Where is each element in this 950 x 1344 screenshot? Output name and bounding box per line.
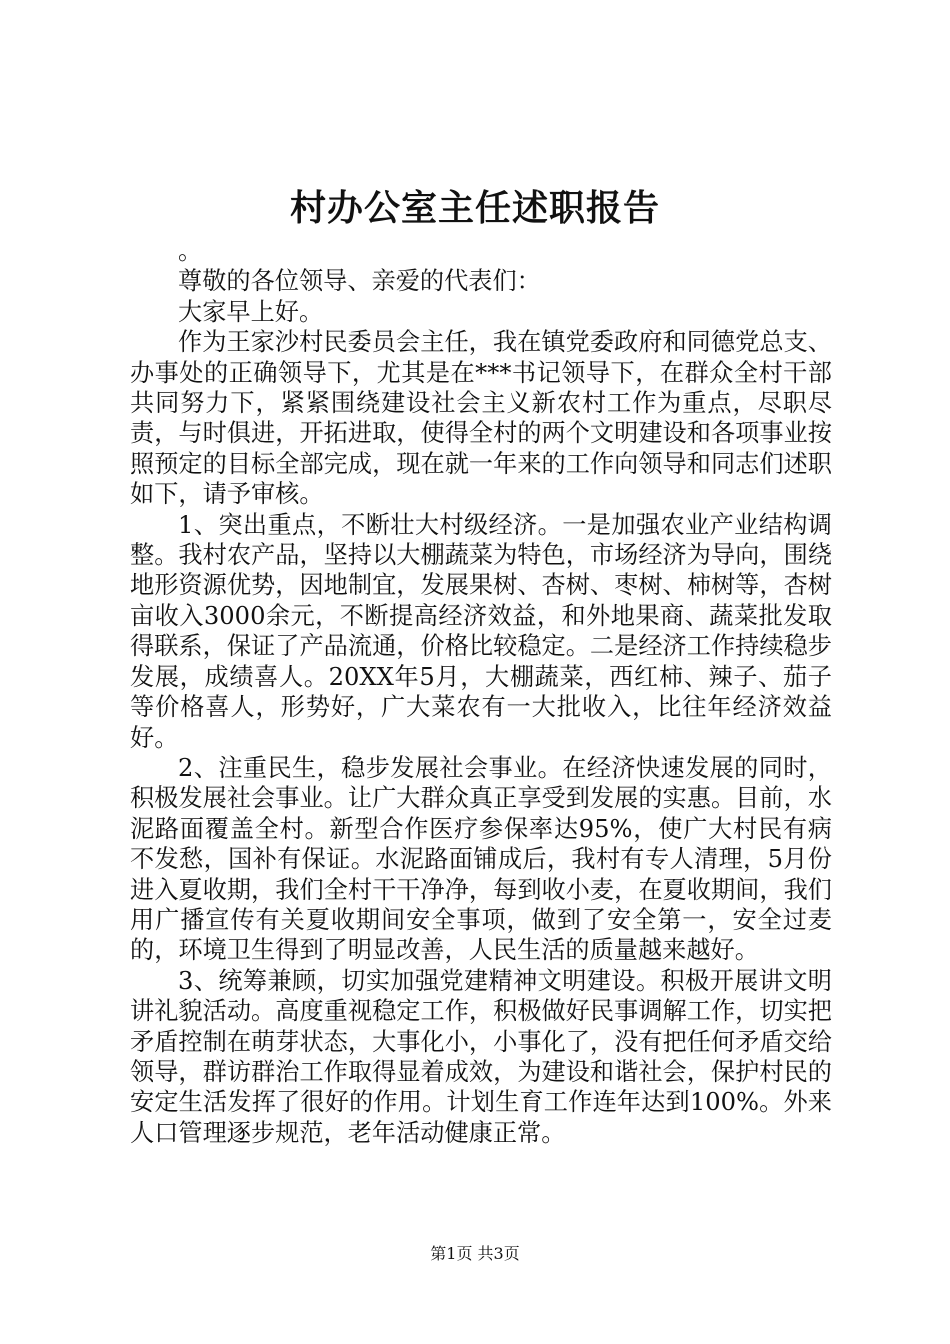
section-2-paragraph: 2、注重民生，稳步发展社会事业。在经济快速发展的同时，积极发展社会事业。让广大群众真正享受到发展的实惠。目前，水泥路面覆盖全村。新型合作医疗参保率达95%，使广大村民有病不发愁，国补有保证。水泥路面铺成后，我村有专人清理，5月份进入夏收期，我们全村干干净净，每到收小麦，在夏收期间，我们用广播宣传有关夏收期间安全事项，做到了安全第一，安全过麦的，环境卫生得到了明显改善，人民生活的质量越来越好。 <box>130 753 832 965</box>
greeting: 大家早上好。 <box>178 297 324 326</box>
salutation: 尊敬的各位领导、亲爱的代表们： <box>178 267 541 296</box>
page-footer: 第1页 共3页 <box>430 1244 520 1263</box>
document-body <box>130 236 832 1148</box>
document-title: 村办公室主任述职报告 <box>289 187 660 229</box>
section-3-paragraph: 3、统筹兼顾，切实加强党建精神文明建设。积极开展讲文明讲礼貌活动。高度重视稳定工作，积极做好民事调解工作，切实把矛盾控制在萌芽状态，大事化小，小事化了，没有把任何矛盾交给领导，群访群治工作取得显着成效，为建设和谐社会，保护村民的安定生活发挥了很好的作用。计划生育工作连年达到100%。外来人口管理逐步规范，老年活动健康正常。 <box>130 966 832 1147</box>
paragraph-mark: 。 <box>178 237 203 265</box>
section-1-paragraph: 1、突出重点，不断壮大村级经济。一是加强农业产业结构调整。我村农产品，坚持以大棚蔬菜为特色，市场经济为导向，围绕地形资源优势，因地制宜，发展果树、杏树、枣树、柿树等，杏树亩收入3000余元，不断提高经济效益，和外地果商、蔬菜批发取得联系，保证了产品流通，价格比较稳定。二是经济工作持续稳步发展，成绩喜人。20XX年5月，大棚蔬菜，西红柿、辣子、茄子等价格喜人，形势好，广大菜农有一大批收入，比往年经济效益好。 <box>130 510 832 752</box>
intro-paragraph: 作为王家沙村民委员会主任，我在镇党委政府和同德党总支、办事处的正确领导下，尤其是在***书记领导下，在群众全村干部共同努力下，紧紧围绕建设社会主义新农村工作为重点，尽职尽责，与时俱进，开拓进取，使得全村的两个文明建设和各项事业按照预定的目标全部完成，现在就一年来的工作向领导和同志们述职如下，请予审核。 <box>130 328 832 509</box>
